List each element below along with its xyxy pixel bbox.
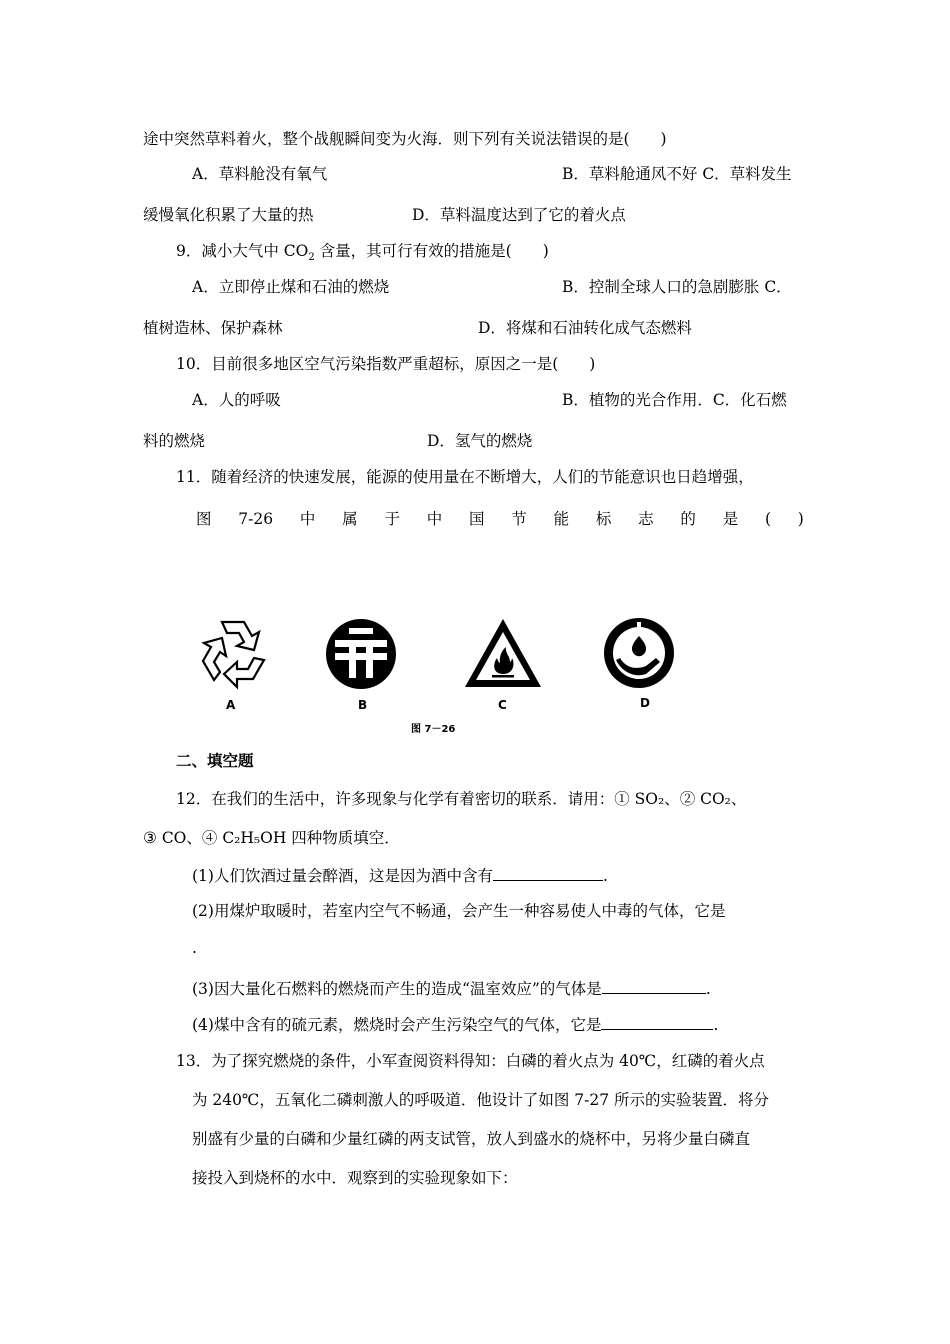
q13-line1: 13．为了探究燃烧的条件，小军查阅资料得知：白磷的着火点为 40℃，红磷的着火点 xyxy=(176,1052,765,1070)
answer-blank-1[interactable] xyxy=(493,864,603,881)
q9-option-d: D．将煤和石油转化成气态燃料 xyxy=(478,319,692,337)
q13-line2: 为 240℃，五氧化二磷刺激人的呼吸道．他设计了如图 7-27 所示的实验装置．将分 xyxy=(192,1091,770,1109)
q11-stem-line2: 图 7-26 中 属 于 中 国 节 能 标 志 的 是 ( ) xyxy=(196,510,804,528)
answer-blank-3[interactable] xyxy=(602,977,706,994)
q12-part2: (2)用煤炉取暖时，若室内空气不畅通，会产生一种容易使人中毒的气体，它是 xyxy=(192,902,726,920)
q8-option-a: A．草料舱没有氧气 xyxy=(192,165,328,183)
q10-option-b-c: B．植物的光合作用．C．化石燃 xyxy=(562,391,787,409)
q9-option-a: A．立即停止煤和石油的燃烧 xyxy=(192,278,390,296)
q10-stem: 10．目前很多地区空气污染指数严重超标，原因之一是( ) xyxy=(176,355,596,373)
q8-option-d: D．草料温度达到了它的着火点 xyxy=(412,206,626,224)
flammable-warning-icon xyxy=(462,616,544,690)
figure-label-b: B xyxy=(358,698,368,712)
q12-part4: (4)煤中含有的硫元素，燃烧时会产生污染空气的气体，它是 . xyxy=(192,1013,718,1036)
water-saving-mark-icon xyxy=(602,616,676,690)
q10-option-d: D．氢气的燃烧 xyxy=(427,432,533,450)
section-title: 二、填空题 xyxy=(176,752,254,770)
q9-stem: 9．减小大气中 $CO_2$ 含量，其可行有效的措施是( ) xyxy=(176,242,549,264)
q12-stem: 12．在我们的生活中，许多现象与化学有着密切的联系．请用：① SO₂、② CO₂、 xyxy=(176,790,747,808)
q13-line3: 别盛有少量的白磷和少量红磷的两支试管，放人到盛水的烧杯中，另将少量白磷直 xyxy=(192,1130,751,1148)
figure-label-d: D xyxy=(640,696,650,710)
q9-option-c-cont: 植树造林、保护森林 xyxy=(143,319,283,337)
q12-stem-cont: ③ CO、④ C₂H₅OH 四种物质填空． xyxy=(143,829,400,847)
q13-line4: 接投入到烧杯的水中．观察到的实验现象如下： xyxy=(192,1169,518,1187)
answer-blank-4[interactable] xyxy=(601,1013,713,1030)
q11-stem: 11．随着经济的快速发展，能源的使用量在不断增大，人们的节能意识也日趋增强， xyxy=(176,468,754,486)
q10-option-c-cont: 料的燃烧 xyxy=(143,432,206,450)
figure-label-c: C xyxy=(498,698,507,712)
figure-7-26 xyxy=(186,604,686,734)
figure-caption: 图 7－26 xyxy=(411,724,456,735)
q12-part2-end: . xyxy=(192,939,197,957)
q10-option-a: A．人的呼吸 xyxy=(192,391,281,409)
energy-saving-mark-icon xyxy=(325,618,397,690)
recycle-icon xyxy=(194,612,272,690)
q8-option-b-c: B．草料舱通风不好 C．草料发生 xyxy=(562,165,792,183)
figure-label-a: A xyxy=(226,698,236,712)
q8-stem: 途中突然草料着火，整个战舰瞬间变为火海．则下列有关说法错误的是( ) xyxy=(143,130,667,148)
q12-part1: (1)人们饮酒过量会醉酒，这是因为酒中含有 . xyxy=(192,864,608,887)
q8-option-c-cont: 缓慢氧化积累了大量的热 xyxy=(143,206,314,224)
q9-option-b-c: B．控制全球人口的急剧膨胀 C． xyxy=(562,278,792,296)
q12-part3: (3)因大量化石燃料的燃烧而产生的造成“温室效应”的气体是 . xyxy=(192,977,711,1000)
